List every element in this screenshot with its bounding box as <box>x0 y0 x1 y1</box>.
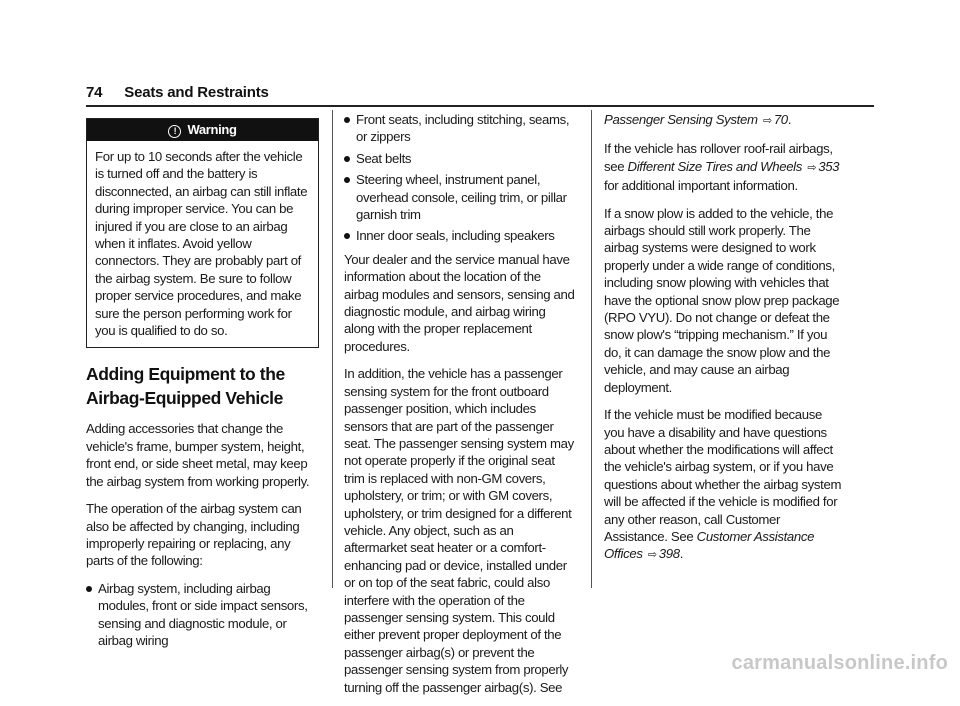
paragraph-4 <box>344 365 576 696</box>
paragraph-2: The operation of the airbag system can also be affected by changing, including improperly repairing or replacing, any parts of the following: <box>86 501 302 569</box>
list-item: Airbag system, including airbag modules, front or side impact sensors, sensing and diagnostic module, or airbag wiring <box>86 580 319 650</box>
warning-box <box>86 118 319 348</box>
tires-wheels-link[interactable]: Different Size Tires and Wheels <box>627 158 803 174</box>
warning-header <box>87 119 318 141</box>
customer-assistance-link[interactable]: Customer Assistance Offices <box>604 528 815 562</box>
column-3 <box>604 111 844 575</box>
column-divider-2 <box>591 110 592 588</box>
page-ref-arrow-icon: ⇨ <box>647 549 657 562</box>
warning-icon: ! <box>168 125 181 138</box>
paragraph-4-reference: Passenger Sensing System ⇨ 70. <box>604 112 792 127</box>
parts-list <box>86 580 319 650</box>
paragraph-4-text: In addition, the vehicle has a passenger sensing system for the front outboard passenger position, which includes sensors that are part of the passenger seat. The passenger sensing system may not operate properly if the original seat trim is replaced with non-GM covers, upholstery, or trim; or with GM covers, upholstery, or trim designed for a different vehicle. Any object, such as an aftermarket seat heater or a comfort-enhancing pad or device, installed under or on top of the seat fabric, could also interfere with the operation of the passenger sensing system. This could either prevent proper deployment of the passenger airbag(s) or prevent the passenger sensing system from properly turning off the passenger airbag(s). See <box>344 366 574 695</box>
list-item: Inner door seals, including speakers <box>344 227 576 244</box>
section-heading-line-1: Adding Equipment to the <box>86 364 285 385</box>
page-ref-arrow-icon: ⇨ <box>762 115 772 127</box>
paragraph-6: If a snow plow is added to the vehicle, the airbags should still work properly. The airbag systems were designed to work properly under a wide range of conditions, including snow plowing with vehicles that have the optional snow plow prep package (RPO VYU). Do not change or defeat the snow plow's “tripping mechanism.” If you do, it can damage the snow plow and the vehicle, and may cause an airbag deployment. <box>604 205 840 395</box>
section-heading-line-2: Airbag-Equipped Vehicle <box>86 388 283 409</box>
paragraph-1: Adding accessories that change the vehicle's frame, bumper system, height, front end, or side sheet metal, may keep the airbag system from working properly. <box>86 421 310 489</box>
page-header <box>86 84 269 101</box>
warning-body: For up to 10 seconds after the vehicle is turned off and the battery is disconnected, an airbag can still inflate during improper service. You can be injured if you are close to an airbag when it inflates. Avoid yellow connectors. They are probably part of the airbag system. Be sure to follow proper service procedures, and make sure the person performing work for you is qualified to do so. <box>95 149 308 339</box>
list-item: Front seats, including stitching, seams, or zippers <box>344 111 576 146</box>
column-divider-1 <box>332 110 333 588</box>
page-ref[interactable]: 70 <box>773 112 788 127</box>
column-1 <box>86 118 319 655</box>
page-ref[interactable]: 398 <box>658 546 680 562</box>
page-number: 74 <box>86 84 103 101</box>
header-rule <box>86 105 874 107</box>
list-item: Steering wheel, instrument panel, overhead console, ceiling trim, or pillar garnish trim <box>344 171 576 223</box>
watermark: carmanualsonline.info <box>731 652 948 674</box>
page-ref[interactable]: 353 <box>818 158 840 174</box>
paragraph-7: If the vehicle must be modified because you have a disability and have questions about whether the modifications will affect the vehicle's airbag system, or if you have questions about whether the airbag system will be affected if the vehicle is modified for any other reason, call Customer Assistance. See Customer Assistance Offices ⇨ 398. <box>604 407 842 562</box>
paragraph-5-end: for additional important information. <box>604 178 798 194</box>
paragraph-5 <box>604 140 844 194</box>
paragraph-5-text: If the vehicle has rollover roof-rail airbags, see <box>604 141 833 174</box>
passenger-sensing-link[interactable]: Passenger Sensing System <box>604 112 758 127</box>
column-2 <box>344 111 576 706</box>
section-title: Seats and Restraints <box>124 84 269 101</box>
warning-title: Warning <box>187 122 237 137</box>
section-heading <box>86 362 319 410</box>
paragraph-3: Your dealer and the service manual have information about the location of the airbag modules and sensors, sensing and diagnostic module, and airbag wiring along with the proper replacement procedures. <box>344 251 575 354</box>
paragraph-7-text: If the vehicle must be modified because you have a disability and have questions about whether the modifications will affect the vehicle's airbag system, or if you have questions about whether the airbag system will be affected if the vehicle is modified for any other reason, call Customer Assistance. See <box>604 407 842 544</box>
parts-list-continued <box>344 111 576 245</box>
page-ref-arrow-icon: ⇨ <box>807 161 817 174</box>
list-item: Seat belts <box>344 150 576 167</box>
